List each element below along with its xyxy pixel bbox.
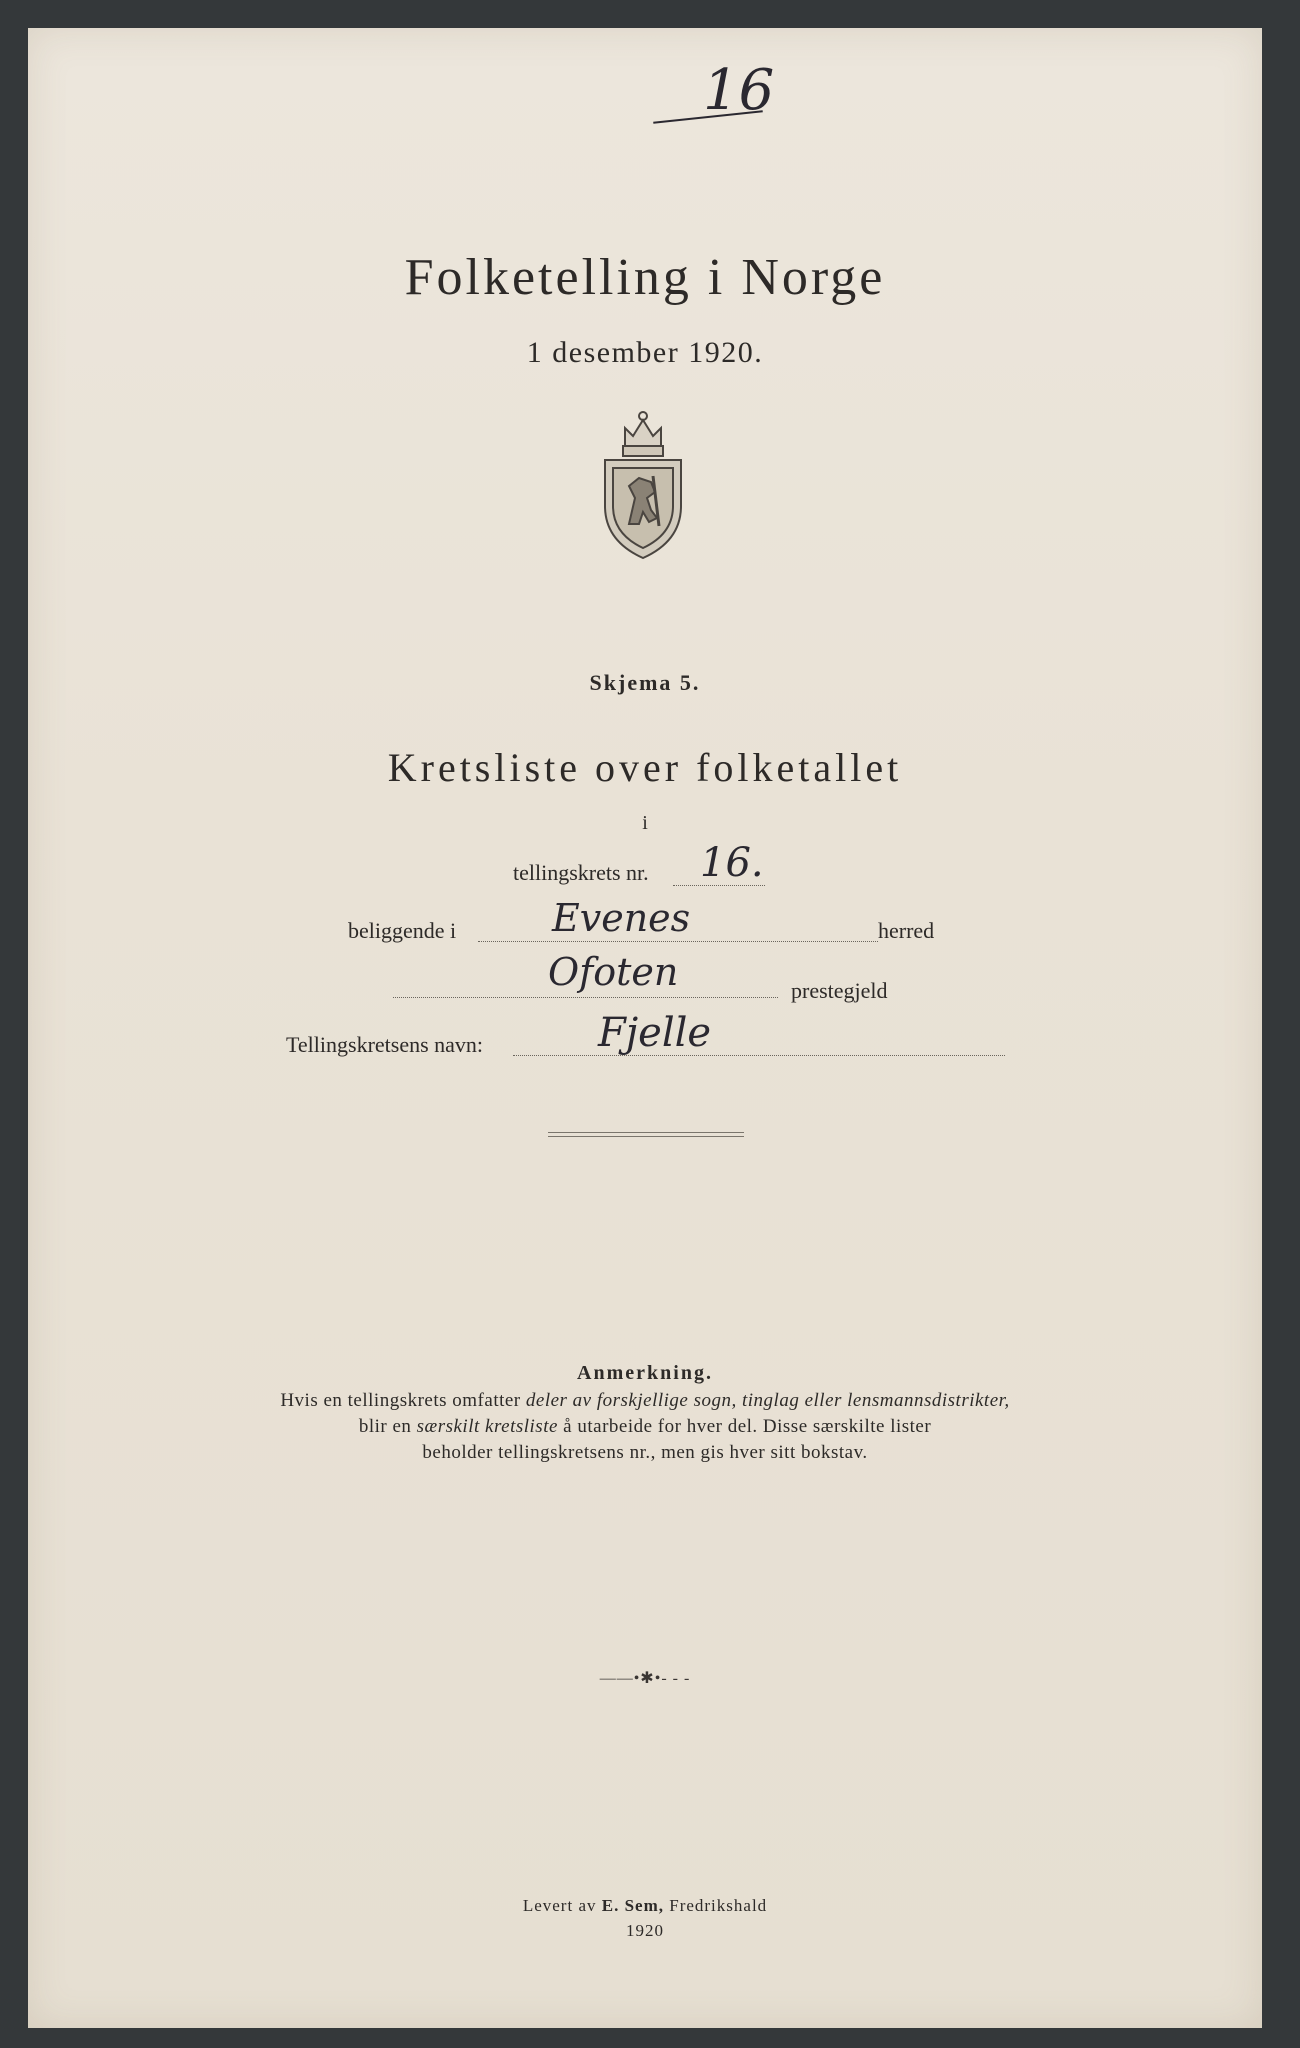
beliggende-label: beliggende i bbox=[348, 918, 457, 943]
annotation-line-2-start: blir en bbox=[358, 1416, 417, 1437]
census-form-page bbox=[28, 28, 1262, 2028]
printer-imprint bbox=[28, 1896, 1262, 1916]
annotation-heading: Anmerkning. bbox=[577, 1362, 713, 1384]
herred-dotted-line bbox=[478, 940, 878, 942]
page-title: Folketelling i Norge bbox=[404, 249, 886, 306]
annotation-line-1-italic: deler av forskjellige sogn, tinglag eller lensmannsdistrikter, bbox=[525, 1390, 1010, 1411]
annotation-line-3: beholder tellingskretsens nr., men gis hver sitt bokstav. bbox=[422, 1442, 868, 1463]
herred-value[interactable]: Evenes bbox=[552, 896, 691, 940]
krets-nr-value[interactable]: 16. bbox=[700, 840, 764, 886]
section-divider bbox=[548, 1132, 744, 1137]
annotation-line-1-plain: Hvis en tellingskrets omfatter bbox=[280, 1390, 526, 1411]
printer-prefix: Levert av bbox=[522, 1896, 602, 1915]
prestegjeld-label: prestegjeld bbox=[791, 978, 888, 1003]
krets-navn-label: Tellingskretsens navn: bbox=[286, 1032, 484, 1057]
annotation-line-2-italic: særskilt kretsliste bbox=[416, 1416, 558, 1437]
census-date: 1 desember 1920. bbox=[526, 336, 764, 369]
krets-navn-dotted-line bbox=[513, 1054, 1005, 1056]
printer-suffix: Fredrikshald bbox=[663, 1896, 768, 1915]
page-number-handwritten: 16 bbox=[703, 58, 775, 123]
schema-label: Skjema 5. bbox=[589, 670, 701, 695]
annotation-line-1 bbox=[28, 1390, 1262, 1412]
printer-name: E. Sem, bbox=[601, 1896, 664, 1915]
prestegjeld-value[interactable]: Ofoten bbox=[548, 950, 679, 994]
krets-nr-label: tellingskrets nr. bbox=[513, 860, 649, 885]
form-subtitle: Kretsliste over folketallet bbox=[387, 745, 903, 790]
annotation-line-2 bbox=[28, 1416, 1262, 1438]
printer-year: 1920 bbox=[626, 1921, 664, 1940]
herred-label: herred bbox=[878, 918, 935, 943]
preposition-i: i bbox=[642, 812, 648, 834]
ornament-divider: ——•✱•- - - bbox=[599, 1670, 691, 1687]
krets-navn-value[interactable]: Fjelle bbox=[598, 1010, 712, 1056]
norwegian-coat-of-arms-icon bbox=[595, 406, 691, 562]
annotation-line-2-end: å utarbeide for hver del. Disse særskilte lister bbox=[557, 1416, 932, 1437]
prestegjeld-dotted-line bbox=[393, 996, 778, 998]
